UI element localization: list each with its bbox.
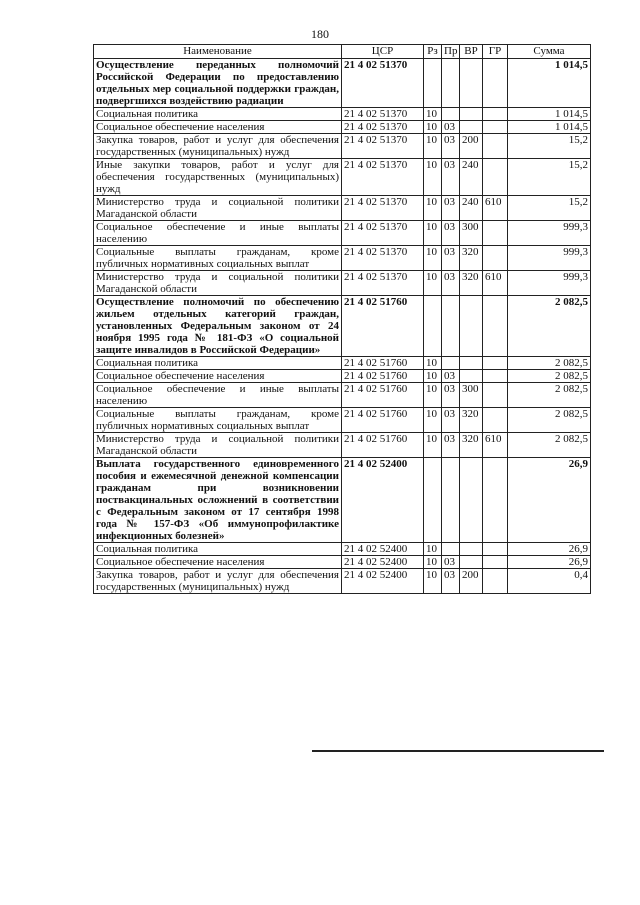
cell-gr — [483, 357, 508, 370]
cell-vr: 240 — [460, 159, 483, 196]
cell-vr: 240 — [460, 196, 483, 221]
cell-name: Социальное обеспечение и иные выплаты населению — [94, 383, 342, 408]
cell-gr — [483, 121, 508, 134]
table-row — [94, 383, 591, 408]
cell-csr: 21 4 02 51370 — [342, 59, 424, 108]
cell-name: Социальные выплаты гражданам, кроме публичных нормативных социальных выплат — [94, 246, 342, 271]
cell-csr: 21 4 02 52400 — [342, 556, 424, 569]
table-row — [94, 357, 591, 370]
cell-gr — [483, 569, 508, 594]
cell-rz: 10 — [424, 108, 442, 121]
cell-rz: 10 — [424, 221, 442, 246]
table-header-row — [94, 45, 591, 59]
cell-sum: 26,9 — [508, 556, 591, 569]
cell-csr: 21 4 02 51370 — [342, 159, 424, 196]
cell-gr: 610 — [483, 196, 508, 221]
table-row — [94, 408, 591, 433]
cell-gr: 610 — [483, 433, 508, 458]
cell-pr: 03 — [442, 221, 460, 246]
cell-sum: 999,3 — [508, 221, 591, 246]
cell-csr: 21 4 02 52400 — [342, 543, 424, 556]
cell-vr: 300 — [460, 221, 483, 246]
cell-csr: 21 4 02 52400 — [342, 458, 424, 543]
cell-name: Закупка товаров, работ и услуг для обеспечения государственных (муниципальных) нужд — [94, 134, 342, 159]
cell-csr: 21 4 02 52400 — [342, 569, 424, 594]
cell-rz: 10 — [424, 383, 442, 408]
cell-gr: 610 — [483, 271, 508, 296]
cell-gr — [483, 246, 508, 271]
cell-sum: 2 082,5 — [508, 433, 591, 458]
cell-rz: 10 — [424, 408, 442, 433]
cell-pr: 03 — [442, 569, 460, 594]
table-row — [94, 246, 591, 271]
header-sum: Сумма — [508, 45, 591, 59]
cell-name: Выплата государственного единовременного пособия и ежемесячной денежной компенсации гражданам при возникновении поствакцинальных осложнений в соответствии с Федеральным законом от 17 сентября 1998 года № 157-ФЗ «Об иммунопрофилактике инфекционных болезней» — [94, 458, 342, 543]
cell-rz: 10 — [424, 433, 442, 458]
header-vr: ВР — [460, 45, 483, 59]
cell-rz: 10 — [424, 159, 442, 196]
cell-pr — [442, 458, 460, 543]
cell-csr: 21 4 02 51760 — [342, 296, 424, 357]
cell-gr — [483, 159, 508, 196]
cell-name: Социальное обеспечение населения — [94, 121, 342, 134]
cell-gr — [483, 370, 508, 383]
cell-name: Министерство труда и социальной политики Магаданской области — [94, 271, 342, 296]
cell-sum: 999,3 — [508, 246, 591, 271]
cell-rz — [424, 458, 442, 543]
cell-gr — [483, 59, 508, 108]
cell-pr: 03 — [442, 556, 460, 569]
table-row — [94, 458, 591, 543]
cell-pr — [442, 357, 460, 370]
cell-vr: 320 — [460, 433, 483, 458]
cell-sum: 2 082,5 — [508, 357, 591, 370]
cell-sum: 1 014,5 — [508, 108, 591, 121]
cell-sum: 1 014,5 — [508, 59, 591, 108]
cell-sum: 15,2 — [508, 196, 591, 221]
cell-gr — [483, 383, 508, 408]
cell-gr — [483, 296, 508, 357]
cell-sum: 999,3 — [508, 271, 591, 296]
cell-rz: 10 — [424, 357, 442, 370]
cell-gr — [483, 221, 508, 246]
budget-table — [93, 44, 591, 594]
cell-sum: 26,9 — [508, 458, 591, 543]
cell-vr — [460, 370, 483, 383]
cell-name: Министерство труда и социальной политики Магаданской области — [94, 433, 342, 458]
cell-vr: 320 — [460, 271, 483, 296]
cell-pr: 03 — [442, 408, 460, 433]
cell-sum: 0,4 — [508, 569, 591, 594]
cell-vr — [460, 543, 483, 556]
header-name: Наименование — [94, 45, 342, 59]
cell-vr: 320 — [460, 408, 483, 433]
table-row — [94, 370, 591, 383]
cell-vr — [460, 357, 483, 370]
cell-csr: 21 4 02 51760 — [342, 383, 424, 408]
cell-sum: 2 082,5 — [508, 408, 591, 433]
cell-rz: 10 — [424, 121, 442, 134]
cell-pr: 03 — [442, 196, 460, 221]
cell-vr: 300 — [460, 383, 483, 408]
cell-csr: 21 4 02 51370 — [342, 134, 424, 159]
cell-rz: 10 — [424, 569, 442, 594]
cell-sum: 15,2 — [508, 134, 591, 159]
table-row — [94, 271, 591, 296]
cell-csr: 21 4 02 51370 — [342, 271, 424, 296]
footer-rule — [312, 750, 604, 752]
table-row — [94, 59, 591, 108]
cell-gr — [483, 408, 508, 433]
header-csr: ЦСР — [342, 45, 424, 59]
cell-csr: 21 4 02 51760 — [342, 370, 424, 383]
cell-rz: 10 — [424, 556, 442, 569]
cell-name: Социальные выплаты гражданам, кроме публичных нормативных социальных выплат — [94, 408, 342, 433]
table-row — [94, 159, 591, 196]
table-row — [94, 108, 591, 121]
cell-csr: 21 4 02 51760 — [342, 357, 424, 370]
cell-pr: 03 — [442, 246, 460, 271]
cell-vr — [460, 121, 483, 134]
cell-gr — [483, 543, 508, 556]
cell-name: Осуществление полномочий по обеспечению жильем отдельных категорий граждан, установленных Федеральным законом от 24 ноября 1995 года № 181-ФЗ «О социальной защите инвалидов в Российской Федерации» — [94, 296, 342, 357]
table-row — [94, 196, 591, 221]
table-row — [94, 556, 591, 569]
cell-sum: 1 014,5 — [508, 121, 591, 134]
header-gr: ГР — [483, 45, 508, 59]
cell-name: Осуществление переданных полномочий Российской Федерации по предоставлению отдельных мер социальной поддержки граждан, подвергшихся воздействию радиации — [94, 59, 342, 108]
cell-name: Иные закупки товаров, работ и услуг для обеспечения государственных (муниципальных) нужд — [94, 159, 342, 196]
cell-name: Социальная политика — [94, 543, 342, 556]
cell-csr: 21 4 02 51370 — [342, 221, 424, 246]
table-row — [94, 569, 591, 594]
cell-sum: 2 082,5 — [508, 296, 591, 357]
page-number: 180 — [311, 27, 329, 41]
cell-pr — [442, 108, 460, 121]
cell-csr: 21 4 02 51370 — [342, 121, 424, 134]
cell-pr: 03 — [442, 159, 460, 196]
cell-pr: 03 — [442, 383, 460, 408]
cell-name: Социальное обеспечение населения — [94, 556, 342, 569]
cell-csr: 21 4 02 51370 — [342, 246, 424, 271]
cell-csr: 21 4 02 51370 — [342, 108, 424, 121]
cell-rz: 10 — [424, 543, 442, 556]
cell-sum: 2 082,5 — [508, 383, 591, 408]
cell-vr — [460, 556, 483, 569]
cell-pr: 03 — [442, 271, 460, 296]
cell-pr — [442, 543, 460, 556]
cell-rz: 10 — [424, 246, 442, 271]
cell-name: Социальная политика — [94, 108, 342, 121]
cell-vr — [460, 108, 483, 121]
cell-pr: 03 — [442, 433, 460, 458]
cell-rz: 10 — [424, 134, 442, 159]
cell-name: Социальное обеспечение населения — [94, 370, 342, 383]
cell-csr: 21 4 02 51370 — [342, 196, 424, 221]
cell-vr: 320 — [460, 246, 483, 271]
cell-vr — [460, 458, 483, 543]
cell-vr — [460, 59, 483, 108]
cell-rz — [424, 59, 442, 108]
cell-pr — [442, 296, 460, 357]
cell-gr — [483, 108, 508, 121]
cell-vr — [460, 296, 483, 357]
cell-rz: 10 — [424, 271, 442, 296]
table-row — [94, 121, 591, 134]
table-row — [94, 433, 591, 458]
cell-csr: 21 4 02 51760 — [342, 433, 424, 458]
cell-name: Министерство труда и социальной политики Магаданской области — [94, 196, 342, 221]
cell-rz: 10 — [424, 370, 442, 383]
cell-pr: 03 — [442, 370, 460, 383]
cell-pr — [442, 59, 460, 108]
header-rz: Рз — [424, 45, 442, 59]
table-row — [94, 221, 591, 246]
table-row — [94, 296, 591, 357]
cell-sum: 2 082,5 — [508, 370, 591, 383]
cell-gr — [483, 134, 508, 159]
cell-sum: 26,9 — [508, 543, 591, 556]
cell-name: Социальная политика — [94, 357, 342, 370]
cell-vr: 200 — [460, 569, 483, 594]
cell-gr — [483, 556, 508, 569]
cell-name: Социальное обеспечение и иные выплаты населению — [94, 221, 342, 246]
cell-csr: 21 4 02 51760 — [342, 408, 424, 433]
table-row — [94, 543, 591, 556]
cell-vr: 200 — [460, 134, 483, 159]
header-pr: Пр — [442, 45, 460, 59]
cell-rz — [424, 296, 442, 357]
cell-sum: 15,2 — [508, 159, 591, 196]
cell-rz: 10 — [424, 196, 442, 221]
cell-pr: 03 — [442, 134, 460, 159]
cell-pr: 03 — [442, 121, 460, 134]
table-row — [94, 134, 591, 159]
cell-gr — [483, 458, 508, 543]
cell-name: Закупка товаров, работ и услуг для обеспечения государственных (муниципальных) нужд — [94, 569, 342, 594]
